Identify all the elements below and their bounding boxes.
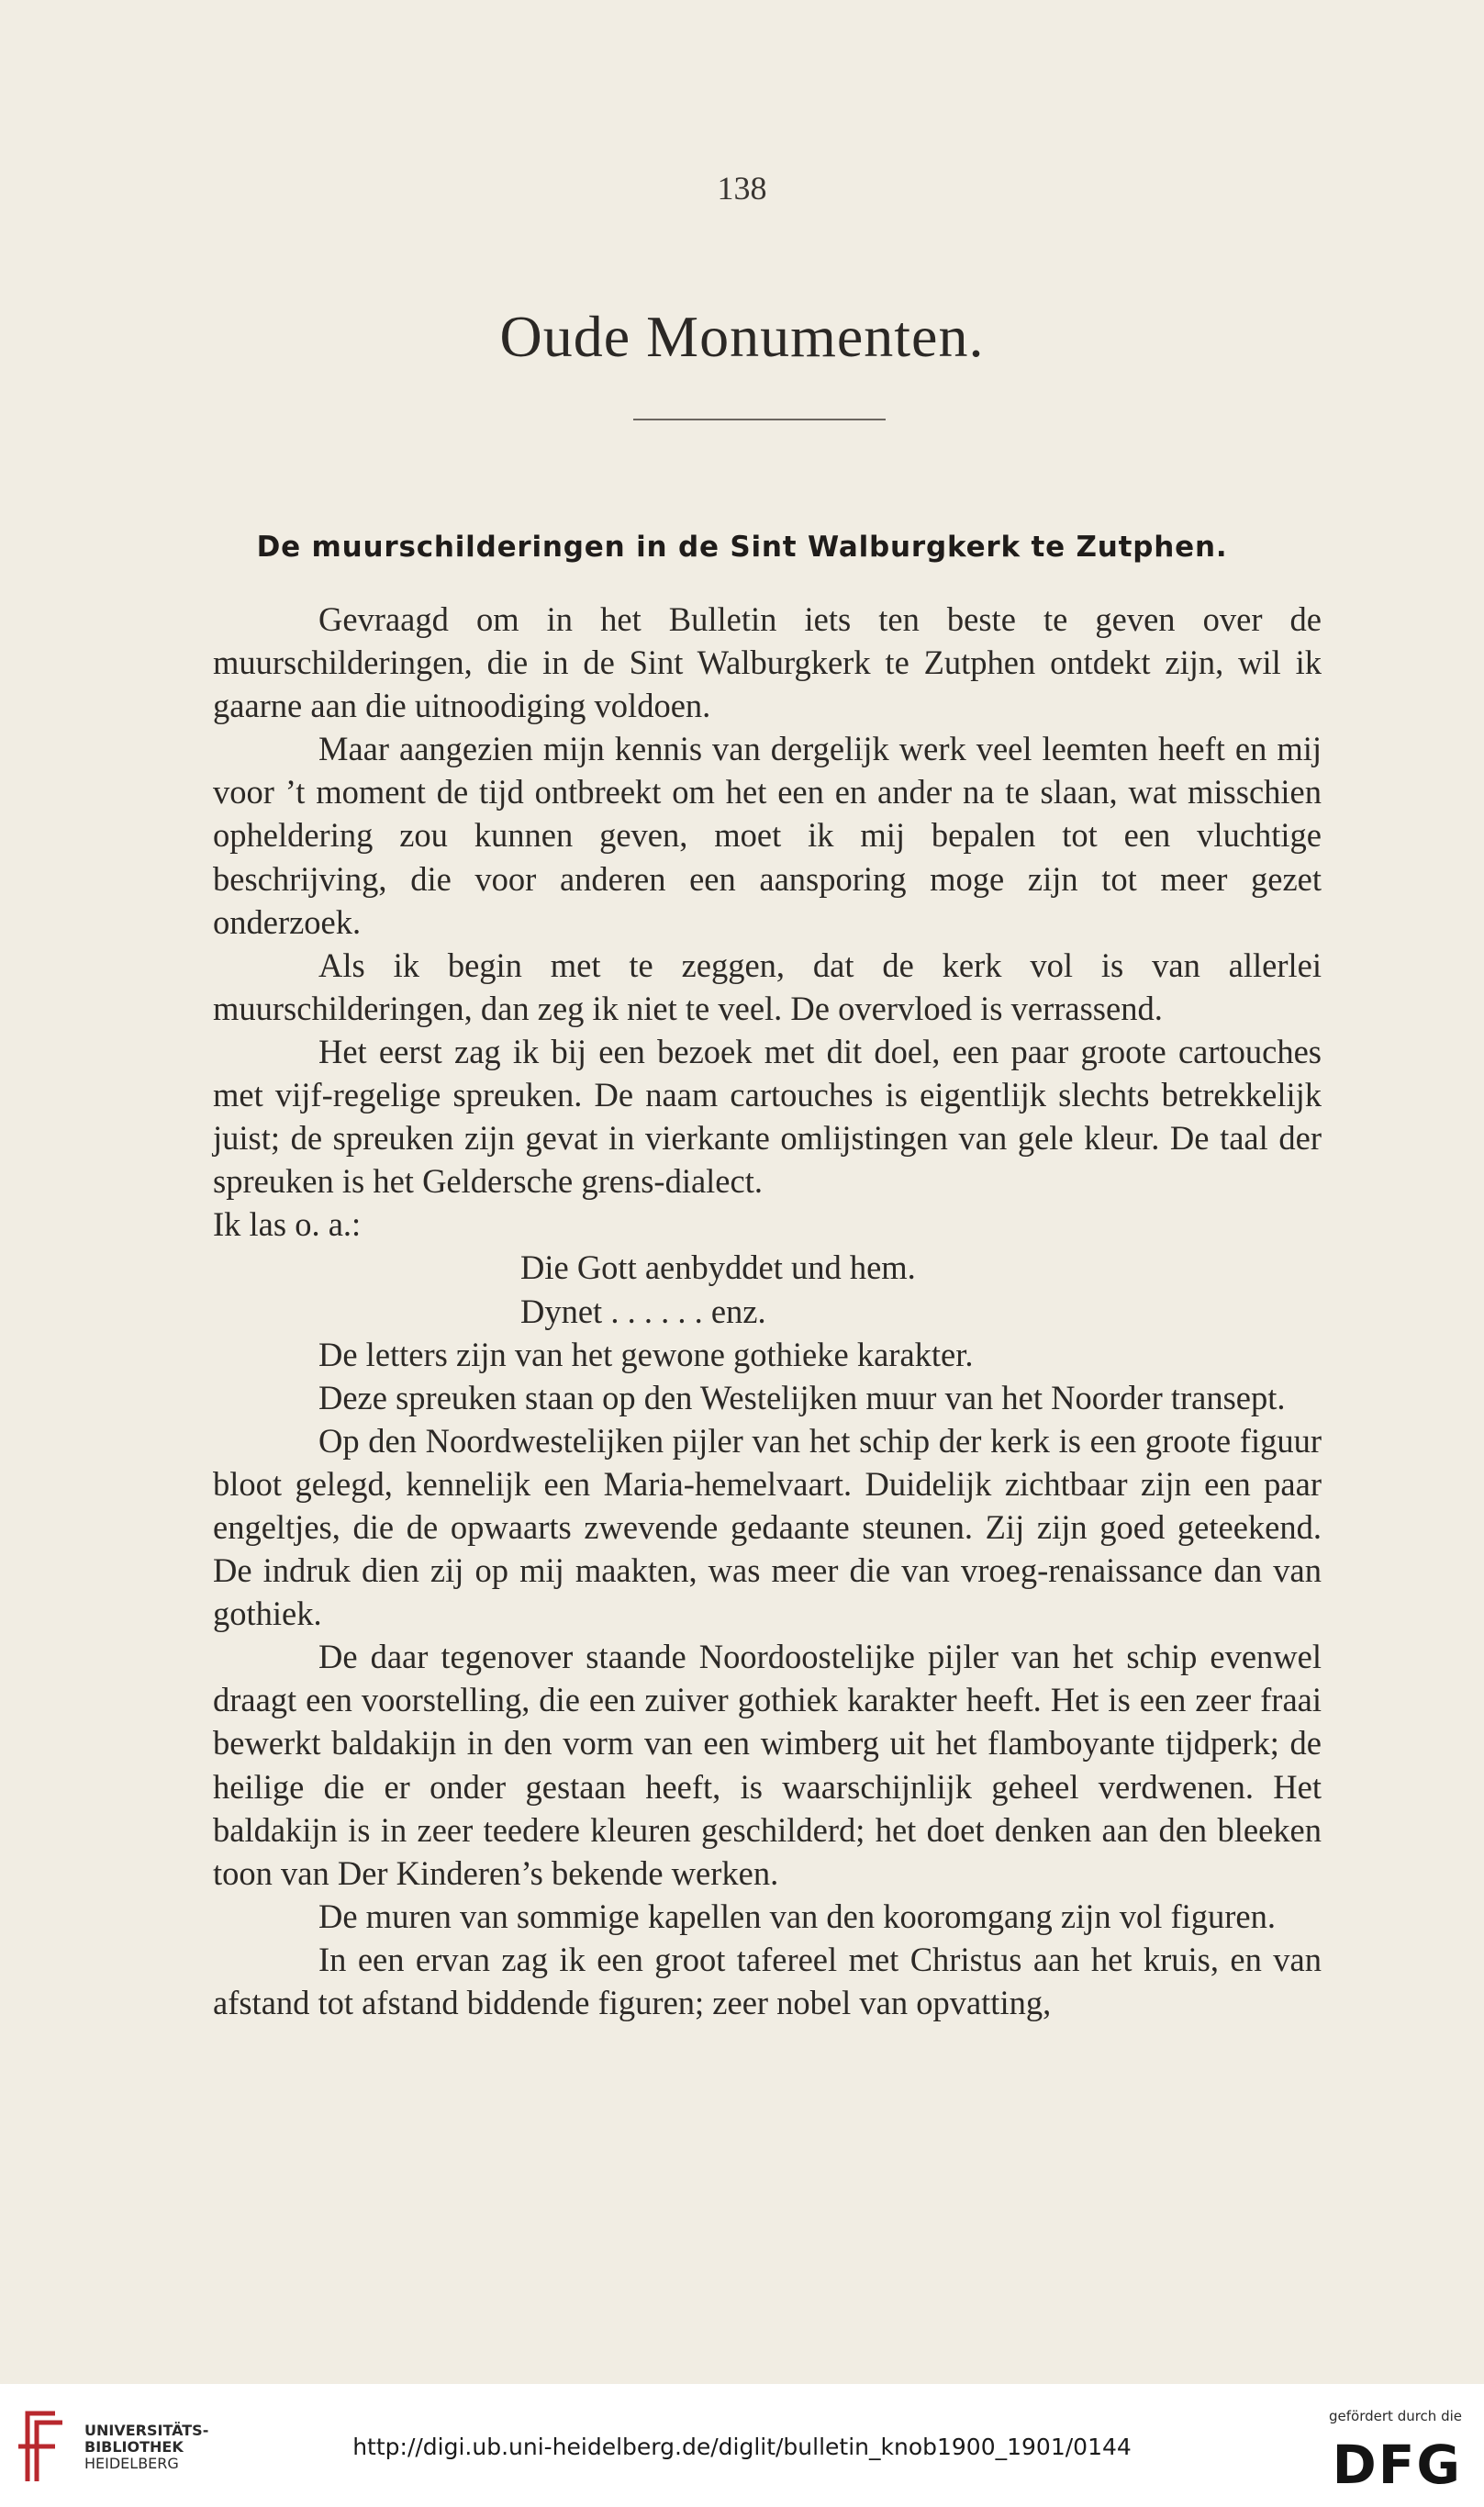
paragraph: In een ervan zag ik een groot tafereel met Christus aan het kruis, en van afstand tot afstand biddende figuren; zeer nobel van opvatting, [213, 1940, 1322, 2021]
paragraph: De daar tegenover staande Noordoostelijke pijler van het schip evenwel draagt een voorstelling, die een zuiver gothiek karakter heeft. Het is een zeer fraai bewerkt baldakijn in den vorm van een wimberg uit het flamboyante tijdperk; de heilige die er onder gestaan heeft, is waarschijnlijk geheel verdwenen. Het baldakijn is in zeer teedere kleuren geschilderd; het doet denken aan den bleeken toon van Der Kinderen’s bekende werken. [213, 1638, 1322, 1892]
quote-line: Dynet . . . . . . enz. [520, 1292, 766, 1330]
page-number: 138 [717, 170, 767, 207]
paragraph: De muren van sommige kapellen van den kooromgang zijn vol figuren. [318, 1897, 1277, 1935]
page-footer [0, 2384, 1484, 2507]
paragraph: Deze spreuken staan op den Westelijken muur van het Noorder transept. [318, 1378, 1286, 1416]
paragraph: Gevraagd om in het Bulletin iets ten beste te geven over de muurschilderingen, die in de Sint Walburgkerk te Zutphen ontdekt zijn, wil ik gaarne aan die uitnoodiging voldoen. [213, 600, 1322, 725]
quote-line: Die Gott aenbyddet und hem. [520, 1248, 916, 1287]
library-name-line2: BIBLIOTHEK [84, 2438, 184, 2456]
paragraph: Als ik begin met te zeggen, dat de kerk vol is van allerlei muurschilderingen, dan zeg ik niet te veel. De overvloed is verrassend. [213, 946, 1322, 1027]
paragraph: Maar aangezien mijn kennis van dergelijk werk veel leemten heeft en mij voor ’t moment de tijd ontbreekt om het een en ander na te slaan, wat misschien opheldering zou kunnen geven, moet ik mij bepalen tot een vluchtige beschrijving, die voor anderen een aansporing moge zijn tot meer gezet onderzoek. [213, 730, 1322, 941]
paragraph: Het eerst zag ik bij een bezoek met dit doel, een paar groote cartouches met vijf-regelige spreuken. De naam cartouches is eigentlijk slechts betrekkelijk juist; de spreuken zijn gevat in vierkante omlijstingen van gele kleur. De taal der spreuken is het Geldersche grens-dialect. [213, 1032, 1322, 1201]
title-divider [633, 419, 886, 420]
section-title: Oude Monumenten. [499, 304, 985, 369]
paragraph: Ik las o. a.: [213, 1205, 362, 1244]
library-name-line3: HEIDELBERG [84, 2455, 179, 2472]
source-url-link[interactable]: http://digi.ub.uni-heidelberg.de/diglit/bulletin_knob1900_1901/0144 [352, 2434, 1132, 2460]
library-name-line1: UNIVERSITÄTS- [84, 2422, 209, 2439]
paragraph: De letters zijn van het gewone gothieke karakter. [318, 1335, 974, 1373]
funder-caption: gefördert durch die [1329, 2408, 1462, 2424]
dfg-logo: DFG [1332, 2434, 1462, 2496]
paragraph: Op den Noordwestelijken pijler van het schip der kerk is een groote figuur bloot gelegd, kennelijk een Maria-hemelvaart. Duidelijk zichtbaar zijn een paar engeltjes, die de opwaarts zwevende gedaante steunen. Zij zijn goed geteekend. De indruk dien zij op mij maakten, was meer die van vroeg-renaissance dan van gothiek. [213, 1421, 1322, 1633]
article-body [213, 598, 1322, 2024]
article-title: De muurschilderingen in de Sint Walburgkerk te Zutphen. [256, 531, 1228, 564]
